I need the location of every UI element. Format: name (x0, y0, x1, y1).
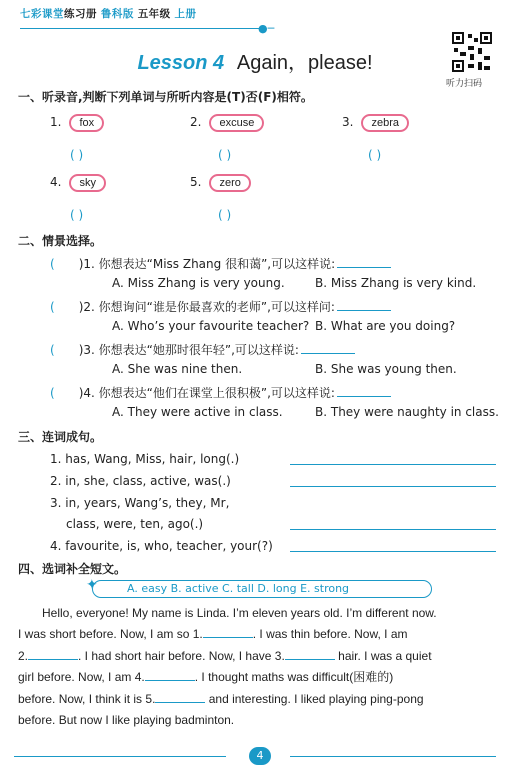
section3-heading: 三、连词成句。 (18, 430, 103, 444)
grade: 五年级 (137, 8, 171, 20)
scramble-3: 3. in, years, Wang’s, they, Mr, (50, 496, 230, 510)
series-name: 七彩课堂 (20, 8, 64, 20)
answer-paren[interactable]: ( (50, 386, 55, 400)
word-item-4: 4. sky (50, 174, 106, 192)
option-b-1: B. Miss Zhang is very kind. (315, 276, 477, 290)
star-icon: ✦ (86, 577, 98, 593)
word-pill: fox (69, 114, 104, 132)
answer-paren[interactable]: ( (50, 257, 55, 271)
page-number: 4 (249, 747, 271, 765)
footer-line-right (290, 756, 496, 757)
answer-paren[interactable]: ( (50, 343, 55, 357)
option-a-4: A. They were active in class. (112, 405, 283, 419)
blank-3[interactable] (285, 647, 335, 660)
blank-1[interactable] (203, 625, 253, 638)
header-underline (20, 28, 260, 29)
option-b-3: B. She was young then. (315, 362, 457, 376)
edition: 鲁科版 (100, 8, 134, 20)
choice-question-4: ( )4. 你想表达“他们在课堂上很积极”,可以这样说: (50, 384, 391, 401)
section2-heading: 二、情景选择。 (18, 234, 103, 248)
section4-heading: 四、选词补全短文。 (18, 562, 127, 576)
scramble-2: 2. in, she, class, active, was(.) (50, 474, 231, 488)
header-text (20, 6, 280, 21)
option-b-2: B. What are you doing? (315, 319, 456, 333)
blank-line (301, 343, 355, 354)
answer-paren-3[interactable]: ( ) (368, 148, 382, 162)
choice-question-3: ( )3. 你想表达“她那时很年轻”,可以这样说: (50, 341, 355, 358)
passage-line-2: I was short before. Now, I am so 1. . I was thin before. Now, I am (18, 627, 408, 641)
header-arrow-icon: ●─ (258, 22, 275, 35)
blank-2[interactable] (28, 647, 78, 660)
word-pill: excuse (209, 114, 264, 132)
passage-line-5: before. Now, I think it is 5. and interesting. I liked playing ping-pong (18, 692, 424, 706)
choice-question-2: ( )2. 你想询问“谁是你最喜欢的老师”,可以这样问: (50, 298, 391, 315)
word-pill: zebra (361, 114, 409, 132)
answer-paren-2[interactable]: ( ) (218, 148, 232, 162)
option-b-4: B. They were naughty in class. (315, 405, 499, 419)
footer-line-left (14, 756, 226, 757)
option-a-3: A. She was nine then. (112, 362, 243, 376)
lesson-title (0, 46, 510, 75)
word-pill: sky (69, 174, 106, 192)
answer-paren[interactable]: ( (50, 300, 55, 314)
scramble-1: 1. has, Wang, Miss, hair, long(.) (50, 452, 240, 466)
lesson-subtitle: Again，please! (236, 52, 373, 74)
answer-paren-4[interactable]: ( ) (70, 208, 84, 222)
option-a-2: A. Who’s your favourite teacher? (112, 319, 310, 333)
passage-line-1: Hello, everyone! My name is Linda. I’m eleven years old. I’m different now. (42, 606, 437, 620)
word-item-3: 3. zebra (342, 114, 409, 132)
answer-line-4[interactable] (290, 551, 496, 552)
choice-question-1: ( )1. 你想表达“Miss Zhang 很和蔼”,可以这样说: (50, 255, 391, 272)
answer-line-1[interactable] (290, 464, 496, 465)
scramble-4: 4. favourite, is, who, teacher, your(?) (50, 539, 273, 553)
section1-heading: 一、听录音,判断下列单词与所听内容是(T)否(F)相符。 (18, 90, 313, 104)
word-item-2: 2. excuse (190, 114, 264, 132)
scramble-3-cont: class, were, ten, ago(.) (66, 517, 204, 531)
answer-line-3[interactable] (290, 529, 496, 530)
blank-line (337, 257, 391, 268)
option-a-1: A. Miss Zhang is very young. (112, 276, 285, 290)
answer-line-2[interactable] (290, 486, 496, 487)
blank-4[interactable] (145, 668, 195, 681)
word-item-5: 5. zero (190, 174, 251, 192)
word-bank: A. easy B. active C. tall D. long E. strong (92, 580, 432, 598)
book-name: 练习册 (64, 8, 97, 20)
blank-line (337, 386, 391, 397)
passage-line-3: 2. . I had short hair before. Now, I have 3. hair. I was a quiet (18, 649, 432, 663)
volume: 上册 (174, 8, 197, 20)
lesson-number: Lesson 4 (137, 52, 225, 74)
book-header (20, 6, 280, 35)
word-pill: zero (209, 174, 250, 192)
answer-paren-1[interactable]: ( ) (70, 148, 84, 162)
passage-line-4: girl before. Now, I am 4. . I thought maths was difficult(困难的) (18, 670, 394, 684)
passage-line-6: before. But now I like playing badminton. (18, 713, 235, 727)
qr-label: 听力扫码 (446, 79, 483, 89)
blank-5[interactable] (155, 690, 205, 703)
answer-paren-5[interactable]: ( ) (218, 208, 232, 222)
blank-line (337, 300, 391, 311)
word-item-1: 1. fox (50, 114, 104, 132)
